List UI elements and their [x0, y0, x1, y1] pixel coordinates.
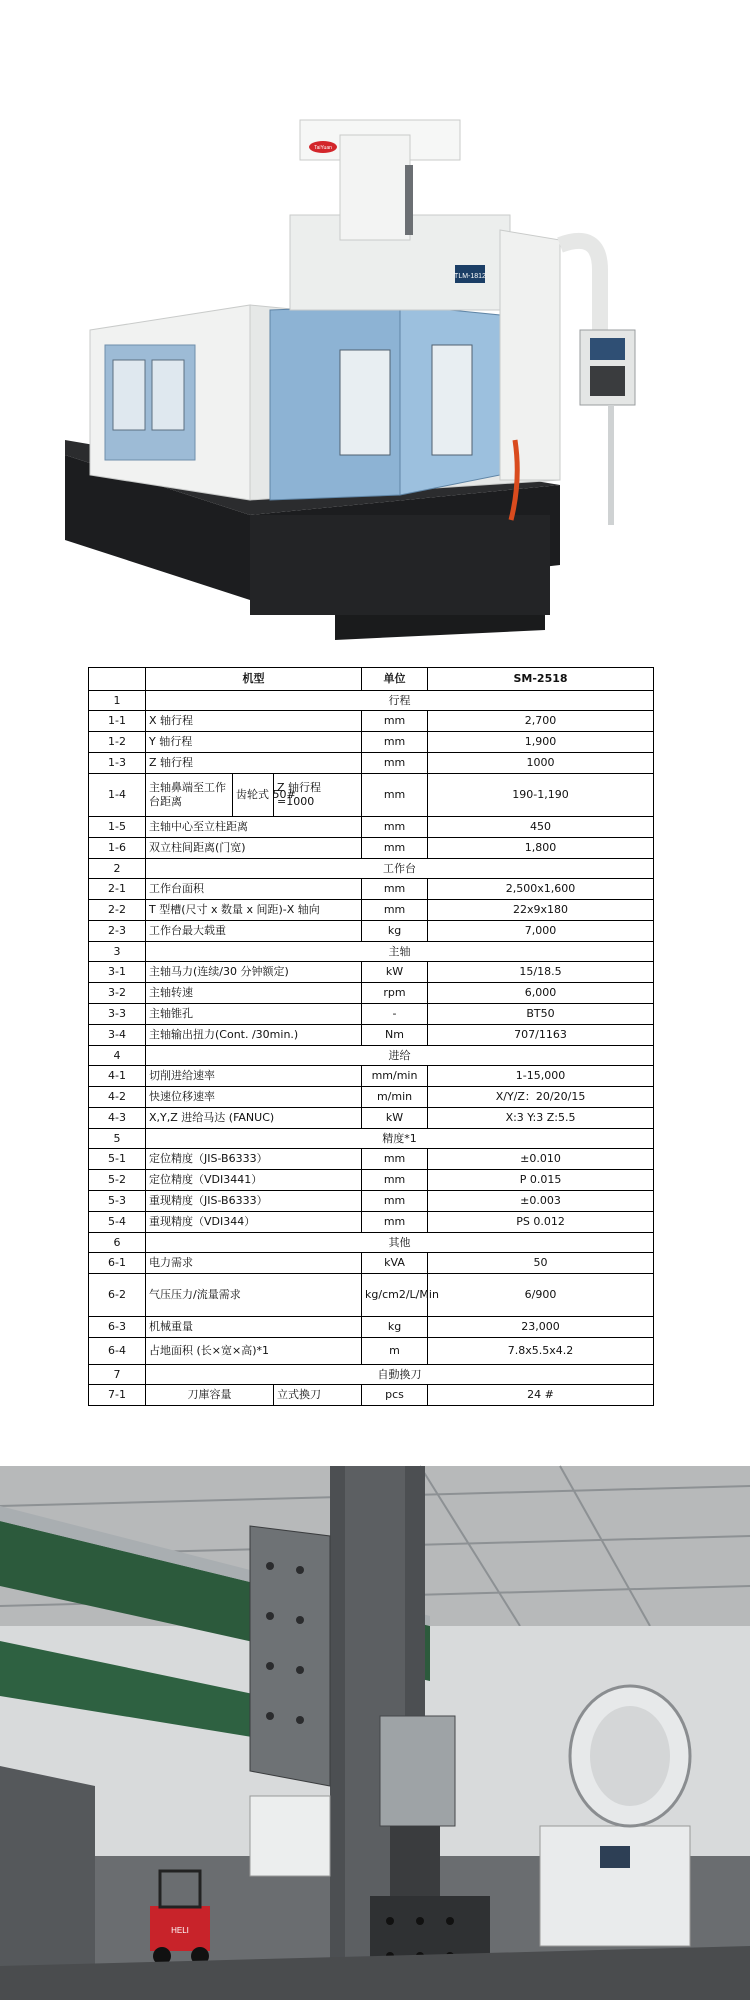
- row-subitem-tool-change: 立式換刀: [274, 1385, 362, 1406]
- row-item: Z 轴行程: [146, 753, 362, 774]
- bg-machine-2: [540, 1826, 690, 1946]
- row-item: 主轴中心至立柱距离: [146, 817, 362, 838]
- group-number: 7: [89, 1365, 146, 1385]
- row-number: 2-1: [89, 879, 146, 900]
- row-unit: kW: [362, 1108, 428, 1129]
- row-item: 机械重量: [146, 1317, 362, 1338]
- row-unit: mm: [362, 1149, 428, 1170]
- row-item: 定位精度（JIS-B6333）: [146, 1149, 362, 1170]
- row-number: 1-2: [89, 732, 146, 753]
- row-value: 23,000: [428, 1317, 654, 1338]
- row-number: 5-1: [89, 1149, 146, 1170]
- row-unit: -: [362, 1004, 428, 1025]
- group-title: 进给: [146, 1046, 654, 1066]
- row-value: 6/900: [428, 1274, 654, 1317]
- row-value: 450: [428, 817, 654, 838]
- row-item: 电力需求: [146, 1253, 362, 1274]
- row-item: 重现精度（VDI344）: [146, 1212, 362, 1233]
- row-number: 3-3: [89, 1004, 146, 1025]
- row-unit: mm/min: [362, 1066, 428, 1087]
- row-unit: mm: [362, 879, 428, 900]
- row-item: X,Y,Z 进给马达 (FANUC): [146, 1108, 362, 1129]
- table-row: [89, 962, 654, 983]
- row-unit: rpm: [362, 983, 428, 1004]
- row-unit: m: [362, 1338, 428, 1365]
- row-number: 6-1: [89, 1253, 146, 1274]
- row-item: 快速位移速率: [146, 1087, 362, 1108]
- control-screen: [590, 338, 625, 360]
- table-row: [89, 1025, 654, 1046]
- table-row: [89, 1338, 654, 1365]
- row-unit: mm: [362, 1170, 428, 1191]
- row-value: 7,000: [428, 921, 654, 942]
- table-row: [89, 1317, 654, 1338]
- row-value: X:3 Y:3 Z:5.5: [428, 1108, 654, 1129]
- group-title: 工作台: [146, 859, 654, 879]
- row-item: 刀庫容量: [146, 1385, 274, 1406]
- row-number: 5-4: [89, 1212, 146, 1233]
- table-row: [89, 1385, 654, 1406]
- table-row: [89, 711, 654, 732]
- machine-illustration: [0, 0, 750, 660]
- row-number: 1-5: [89, 817, 146, 838]
- row-item: X 轴行程: [146, 711, 362, 732]
- row-number: 3-2: [89, 983, 146, 1004]
- row-unit: kW: [362, 962, 428, 983]
- table-row: [89, 1253, 654, 1274]
- row-unit: mm: [362, 711, 428, 732]
- row-value: 1000: [428, 753, 654, 774]
- row-unit: mm: [362, 774, 428, 817]
- row-value: 2,700: [428, 711, 654, 732]
- table-header-row: [89, 668, 654, 691]
- row-unit: mm: [362, 753, 428, 774]
- row-number: 3-4: [89, 1025, 146, 1046]
- table-row: [89, 1108, 654, 1129]
- row-item: 占地面积 (长×宽×高)*1: [146, 1338, 362, 1365]
- row-unit: kg: [362, 921, 428, 942]
- table-row: [89, 921, 654, 942]
- header-unit: 单位: [362, 668, 428, 691]
- group-number: 3: [89, 942, 146, 962]
- row-value: 2,500x1,600: [428, 879, 654, 900]
- row-unit: Nm: [362, 1025, 428, 1046]
- row-number: 1-6: [89, 838, 146, 859]
- row-value: PS 0.012: [428, 1212, 654, 1233]
- group-title: 行程: [146, 691, 654, 711]
- row-number: 6-2: [89, 1274, 146, 1317]
- group-row: [89, 1233, 654, 1253]
- forklift-label: HELI: [171, 1926, 189, 1935]
- machine-badge: TLM-1812: [454, 273, 486, 280]
- group-title: 自動換刀: [146, 1365, 654, 1385]
- machine-svg: [0, 0, 750, 660]
- row-item: 切削进给速率: [146, 1066, 362, 1087]
- left-window-2: [152, 360, 184, 430]
- row-unit: kg: [362, 1317, 428, 1338]
- row-value: 7.8x5.5x4.2: [428, 1338, 654, 1365]
- group-number: 1: [89, 691, 146, 711]
- row-value: 1,800: [428, 838, 654, 859]
- row-item: 工作台最大载重: [146, 921, 362, 942]
- table-row: [89, 838, 654, 859]
- right-housing: [500, 230, 560, 480]
- row-number: 2-3: [89, 921, 146, 942]
- row-unit: m/min: [362, 1087, 428, 1108]
- door-window-left: [340, 350, 390, 455]
- row-item: 双立柱间距离(门宽): [146, 838, 362, 859]
- cable-duct: [560, 241, 600, 330]
- table-row: [89, 1191, 654, 1212]
- row-item: 主轴马力(连续/30 分钟额定): [146, 962, 362, 983]
- row-unit: kg/cm2/L/Min: [362, 1274, 428, 1317]
- group-row: [89, 1365, 654, 1385]
- spindle-nose: [390, 1826, 440, 1906]
- header-value: SM-2518: [428, 668, 654, 691]
- group-row: [89, 691, 654, 711]
- row-number: 4-1: [89, 1066, 146, 1087]
- row-subitem-gear-text: 齿轮式 50#: [236, 788, 296, 801]
- group-title: 主轴: [146, 942, 654, 962]
- row-number: 4-2: [89, 1087, 146, 1108]
- bg-machine-screen: [600, 1846, 630, 1868]
- row-item: 主轴输出扭力(Cont. /30min.): [146, 1025, 362, 1046]
- group-row: [89, 859, 654, 879]
- row-number: 1-4: [89, 774, 146, 817]
- row-number: 1-3: [89, 753, 146, 774]
- header-blank: [89, 668, 146, 691]
- row-value: 6,000: [428, 983, 654, 1004]
- table-row: [89, 1212, 654, 1233]
- row-unit: mm: [362, 817, 428, 838]
- left-window-1: [113, 360, 145, 430]
- row-subitem-gear: [233, 774, 296, 817]
- row-value: 1,900: [428, 732, 654, 753]
- table-row: [89, 1066, 654, 1087]
- row-value: 50: [428, 1253, 654, 1274]
- row-item: 主轴鼻端至工作台距离: [146, 774, 233, 817]
- table-row: [89, 879, 654, 900]
- row-unit: mm: [362, 1191, 428, 1212]
- row-value: P 0.015: [428, 1170, 654, 1191]
- row-value: 1-15,000: [428, 1066, 654, 1087]
- table-row: [89, 753, 654, 774]
- table-row: [89, 983, 654, 1004]
- stand-leg: [608, 405, 614, 525]
- control-keypad: [590, 366, 625, 396]
- row-item: 气压压力/流量需求: [146, 1274, 362, 1317]
- row-subitem-z: Z 轴行程=1000: [274, 774, 362, 817]
- row-unit: mm: [362, 838, 428, 859]
- bg-machine-1: [250, 1796, 330, 1876]
- door-window-right: [432, 345, 472, 455]
- group-title: 其他: [146, 1233, 654, 1253]
- machine-plinth: [250, 515, 550, 615]
- row-item: 主轴转速: [146, 983, 362, 1004]
- row-value: ±0.010: [428, 1149, 654, 1170]
- row-value: 24 #: [428, 1385, 654, 1406]
- group-number: 4: [89, 1046, 146, 1066]
- row-value: BT50: [428, 1004, 654, 1025]
- row-item: T 型槽(尺寸 x 数量 x 间距)-X 轴向: [146, 900, 362, 921]
- row-item: 重现精度（JIS-B6333）: [146, 1191, 362, 1212]
- ram-block: [250, 1526, 330, 1786]
- row-value: ±0.003: [428, 1191, 654, 1212]
- row-unit: mm: [362, 732, 428, 753]
- row-unit: mm: [362, 1212, 428, 1233]
- brand-logo-text: TaiYuan: [314, 145, 332, 151]
- row-value: X/Y/Z：20/20/15: [428, 1087, 654, 1108]
- row-value: 22x9x180: [428, 900, 654, 921]
- factory-photo: [0, 1466, 750, 2000]
- row-number: 6-4: [89, 1338, 146, 1365]
- table-row: [89, 732, 654, 753]
- table-row: [89, 900, 654, 921]
- row-item: 定位精度（VDI3441）: [146, 1170, 362, 1191]
- row-number: 5-2: [89, 1170, 146, 1191]
- group-row: [89, 1046, 654, 1066]
- table-row: [89, 774, 654, 817]
- table-row: [89, 1004, 654, 1025]
- row-number: 2-2: [89, 900, 146, 921]
- factory-svg: [0, 1466, 750, 2000]
- row-number: 5-3: [89, 1191, 146, 1212]
- row-number: 4-3: [89, 1108, 146, 1129]
- row-item: 工作台面积: [146, 879, 362, 900]
- group-title: 精度*1: [146, 1129, 654, 1149]
- spec-table: [88, 667, 653, 1406]
- row-value: 15/18.5: [428, 962, 654, 983]
- drum-face: [590, 1706, 670, 1806]
- row-number: 6-3: [89, 1317, 146, 1338]
- group-row: [89, 1129, 654, 1149]
- group-number: 5: [89, 1129, 146, 1149]
- row-number: 7-1: [89, 1385, 146, 1406]
- group-number: 2: [89, 859, 146, 879]
- table-row: [89, 1170, 654, 1191]
- row-value: 190-1,190: [428, 774, 654, 817]
- row-item: 主轴锥孔: [146, 1004, 362, 1025]
- spindle-rod: [405, 165, 413, 235]
- table-row: [89, 817, 654, 838]
- row-number: 3-1: [89, 962, 146, 983]
- row-unit: mm: [362, 900, 428, 921]
- row-item: Y 轴行程: [146, 732, 362, 753]
- row-unit: pcs: [362, 1385, 428, 1406]
- row-number: 1-1: [89, 711, 146, 732]
- table-row: [89, 1149, 654, 1170]
- row-value: 707/1163: [428, 1025, 654, 1046]
- table-row: [89, 1087, 654, 1108]
- spindle-head: [380, 1716, 455, 1826]
- header-model: 机型: [146, 668, 362, 691]
- group-row: [89, 942, 654, 962]
- row-unit: kVA: [362, 1253, 428, 1274]
- group-number: 6: [89, 1233, 146, 1253]
- table-row: [89, 1274, 654, 1317]
- spindle-tower: [340, 120, 410, 240]
